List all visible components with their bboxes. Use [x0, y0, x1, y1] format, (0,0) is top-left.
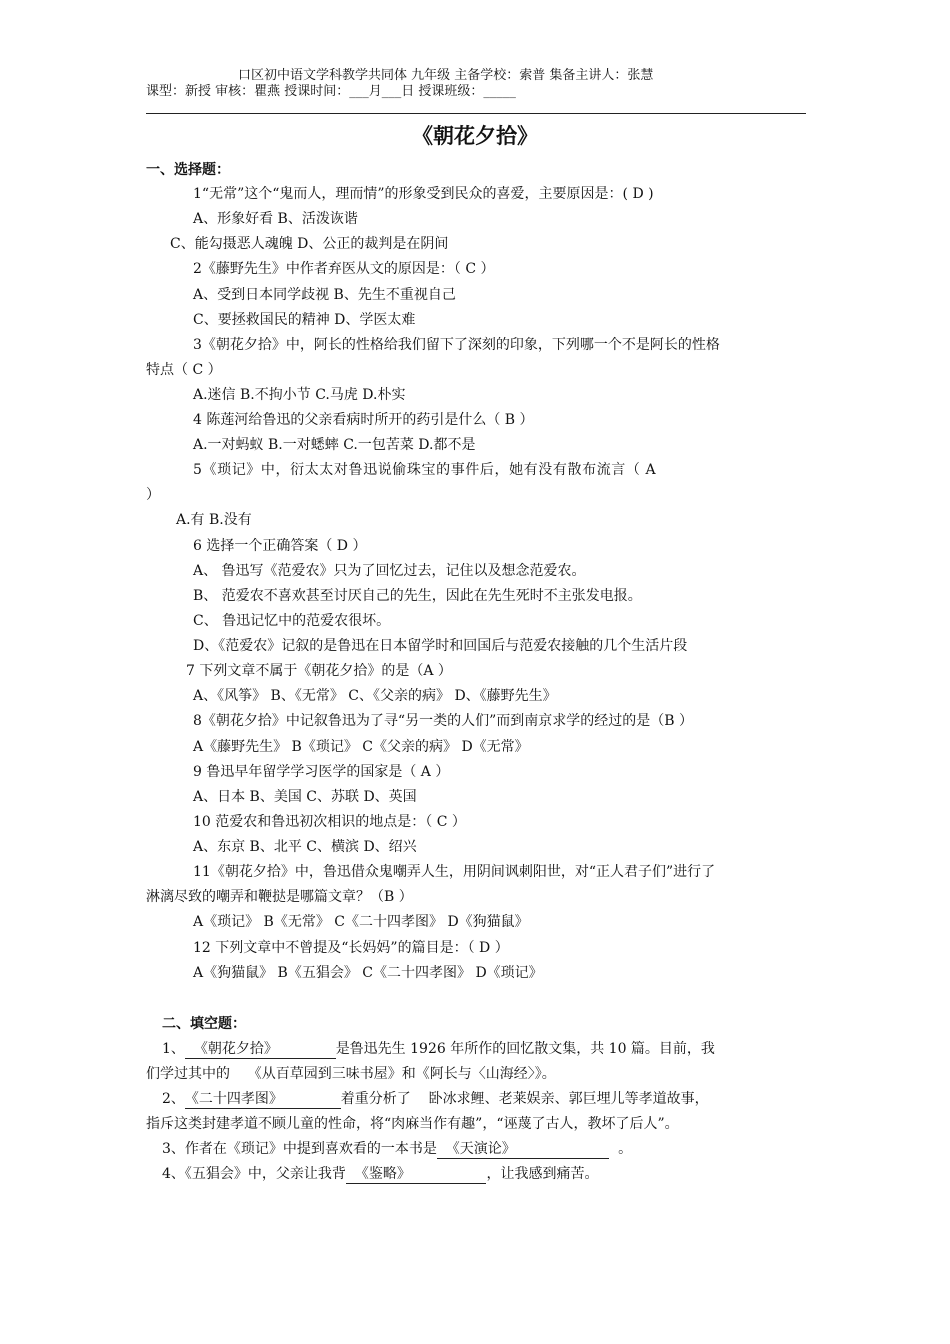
q2-options-cd: C、要拯救国民的精神 D、学医太难: [193, 312, 416, 328]
q5-stem-cont: ）: [146, 487, 160, 503]
q11-stem-cont: 淋漓尽致的嘲弄和鞭挞是哪篇文章？（B ）: [146, 889, 413, 905]
q3-options: A.迷信 B.不拘小节 C.马虎 D.朴实: [193, 387, 406, 403]
fill-q2-cont: 指斥这类封建孝道不顾儿童的性命，将“肉麻当作有趣”，“诬蔑了古人，教坏了后人”。: [146, 1116, 679, 1132]
fill-q3-text: 。: [609, 1141, 633, 1157]
fill-q4-text: ，让我感到痛苦。: [486, 1166, 599, 1182]
q8-options: A《藤野先生》 B《琐记》 C《父亲的病》 D《无常》: [193, 739, 529, 755]
fill-q3: [162, 1139, 632, 1159]
q11-options: A《琐记》 B《无常》 C《二十四孝图》 D《狗猫鼠》: [193, 914, 529, 930]
fill-q1-cont: 们学过其中的 《从百草园到三味书屋》和《阿长与〈山海经〉》。: [146, 1066, 556, 1082]
fill-q1-prefix: 1、: [162, 1041, 185, 1057]
q10-stem: 10 范爱农和鲁迅初次相识的地点是：（ C ）: [193, 814, 466, 830]
q2-stem: 2《藤野先生》中作者弃医从文的原因是：（ C ）: [193, 261, 495, 277]
fill-q1-answer: 《朝花夕拾》: [184, 1041, 336, 1057]
q6-option-a: A、 鲁迅写《范爱农》只为了回忆过去，记住以及想念范爱农。: [193, 563, 586, 579]
fill-q4-answer: 《鉴略》: [345, 1166, 487, 1182]
q1-options-ab: A、形象好看 B、活泼诙谐: [193, 211, 358, 227]
q11-stem: 11《朝花夕拾》中，鲁迅借众鬼嘲弄人生，用阴间讽刺阳世，对“正人君子们”进行了: [193, 864, 716, 880]
section-1-heading: 一、选择题：: [146, 162, 230, 178]
section-2-heading: 二、填空题：: [162, 1016, 246, 1032]
q9-options: A、日本 B、美国 C、苏联 D、英国: [193, 789, 417, 805]
q1-stem: 1“无常”这个“鬼而人，理而情”的形象受到民众的喜爱，主要原因是：( D ): [193, 186, 654, 202]
q12-options: A《狗猫鼠》 B《五猖会》 C《二十四孝图》 D《琐记》: [193, 965, 543, 981]
q7-stem: 7 下列文章不属于《朝花夕拾》的是（A ）: [186, 663, 452, 679]
q3-stem-cont: 特点（ C ）: [146, 362, 222, 378]
header-line-1: 口区初中语文学科教学共同体 九年级 主备学校：索普 集备主讲人：张慧: [238, 68, 654, 83]
q10-options: A、东京 B、北平 C、横滨 D、绍兴: [193, 839, 417, 855]
q2-options-ab: A、受到日本同学歧视 B、先生不重视自己: [193, 287, 456, 303]
q4-options: A.一对蚂蚁 B.一对蟋蟀 C.一包苦菜 D.都不是: [193, 437, 476, 453]
document-title: 《朝花夕拾》: [412, 123, 538, 148]
fill-q3-prefix: 3、作者在《琐记》中提到喜欢看的一本书是: [162, 1141, 437, 1157]
q5-stem: 5《琐记》中，衍太太对鲁迅说偷珠宝的事件后，她有没有散布流言（ A: [193, 462, 657, 478]
q1-options-cd: C、能勾摄恶人魂魄 D、公正的裁判是在阴间: [170, 236, 449, 252]
q3-stem: 3《朝花夕拾》中，阿长的性格给我们留下了深刻的印象，下列哪一个不是阿长的性格: [193, 337, 720, 353]
q6-option-c: C、 鲁迅记忆中的范爱农很坏。: [193, 613, 391, 629]
fill-q1: [162, 1039, 715, 1059]
fill-q2-text: 着重分析了 卧冰求鲤、老莱娱亲、郭巨埋儿等孝道故事，: [340, 1091, 709, 1107]
q6-stem: 6 选择一个正确答案（ D ）: [193, 538, 367, 554]
q7-options: A、《风筝》 B、《无常》 C、《父亲的病》 D、《藤野先生》: [193, 688, 557, 704]
fill-q2: [162, 1089, 709, 1109]
q5-options: A.有 B.没有: [176, 512, 252, 528]
q6-option-d: D、《范爱农》记叙的是鲁迅在日本留学时和回国后与范爱农接触的几个生活片段: [193, 638, 688, 654]
q9-stem: 9 鲁迅早年留学学习医学的国家是（ A ）: [193, 764, 450, 780]
fill-q1-text: 是鲁迅先生 1926 年所作的回忆散文集，共 10 篇。目前，我: [335, 1041, 715, 1057]
fill-q4-prefix: 4、《五猖会》中，父亲让我背: [162, 1166, 346, 1182]
q4-stem: 4 陈莲河给鲁迅的父亲看病时所开的药引是什么（ B ）: [193, 412, 534, 428]
fill-q3-answer: 《天演论》: [436, 1141, 610, 1157]
q8-stem: 8《朝花夕拾》中记叙鲁迅为了寻“另一类的人们”而到南京求学的经过的是（B ）: [193, 713, 693, 729]
fill-q2-prefix: 2、: [162, 1091, 185, 1107]
header-line-2: 课型：新授 审核：瞿燕 授课时间：___月___日 授课班级：_____: [146, 84, 516, 99]
q12-stem: 12 下列文章中不曾提及“长妈妈”的篇目是：（ D ）: [193, 940, 509, 956]
fill-q2-answer: 《二十四孝图》: [184, 1091, 341, 1107]
fill-q4: [162, 1164, 598, 1184]
q6-option-b: B、 范爱农不喜欢甚至讨厌自己的先生，因此在先生死时不主张发电报。: [193, 588, 642, 604]
header-divider: [146, 113, 806, 114]
